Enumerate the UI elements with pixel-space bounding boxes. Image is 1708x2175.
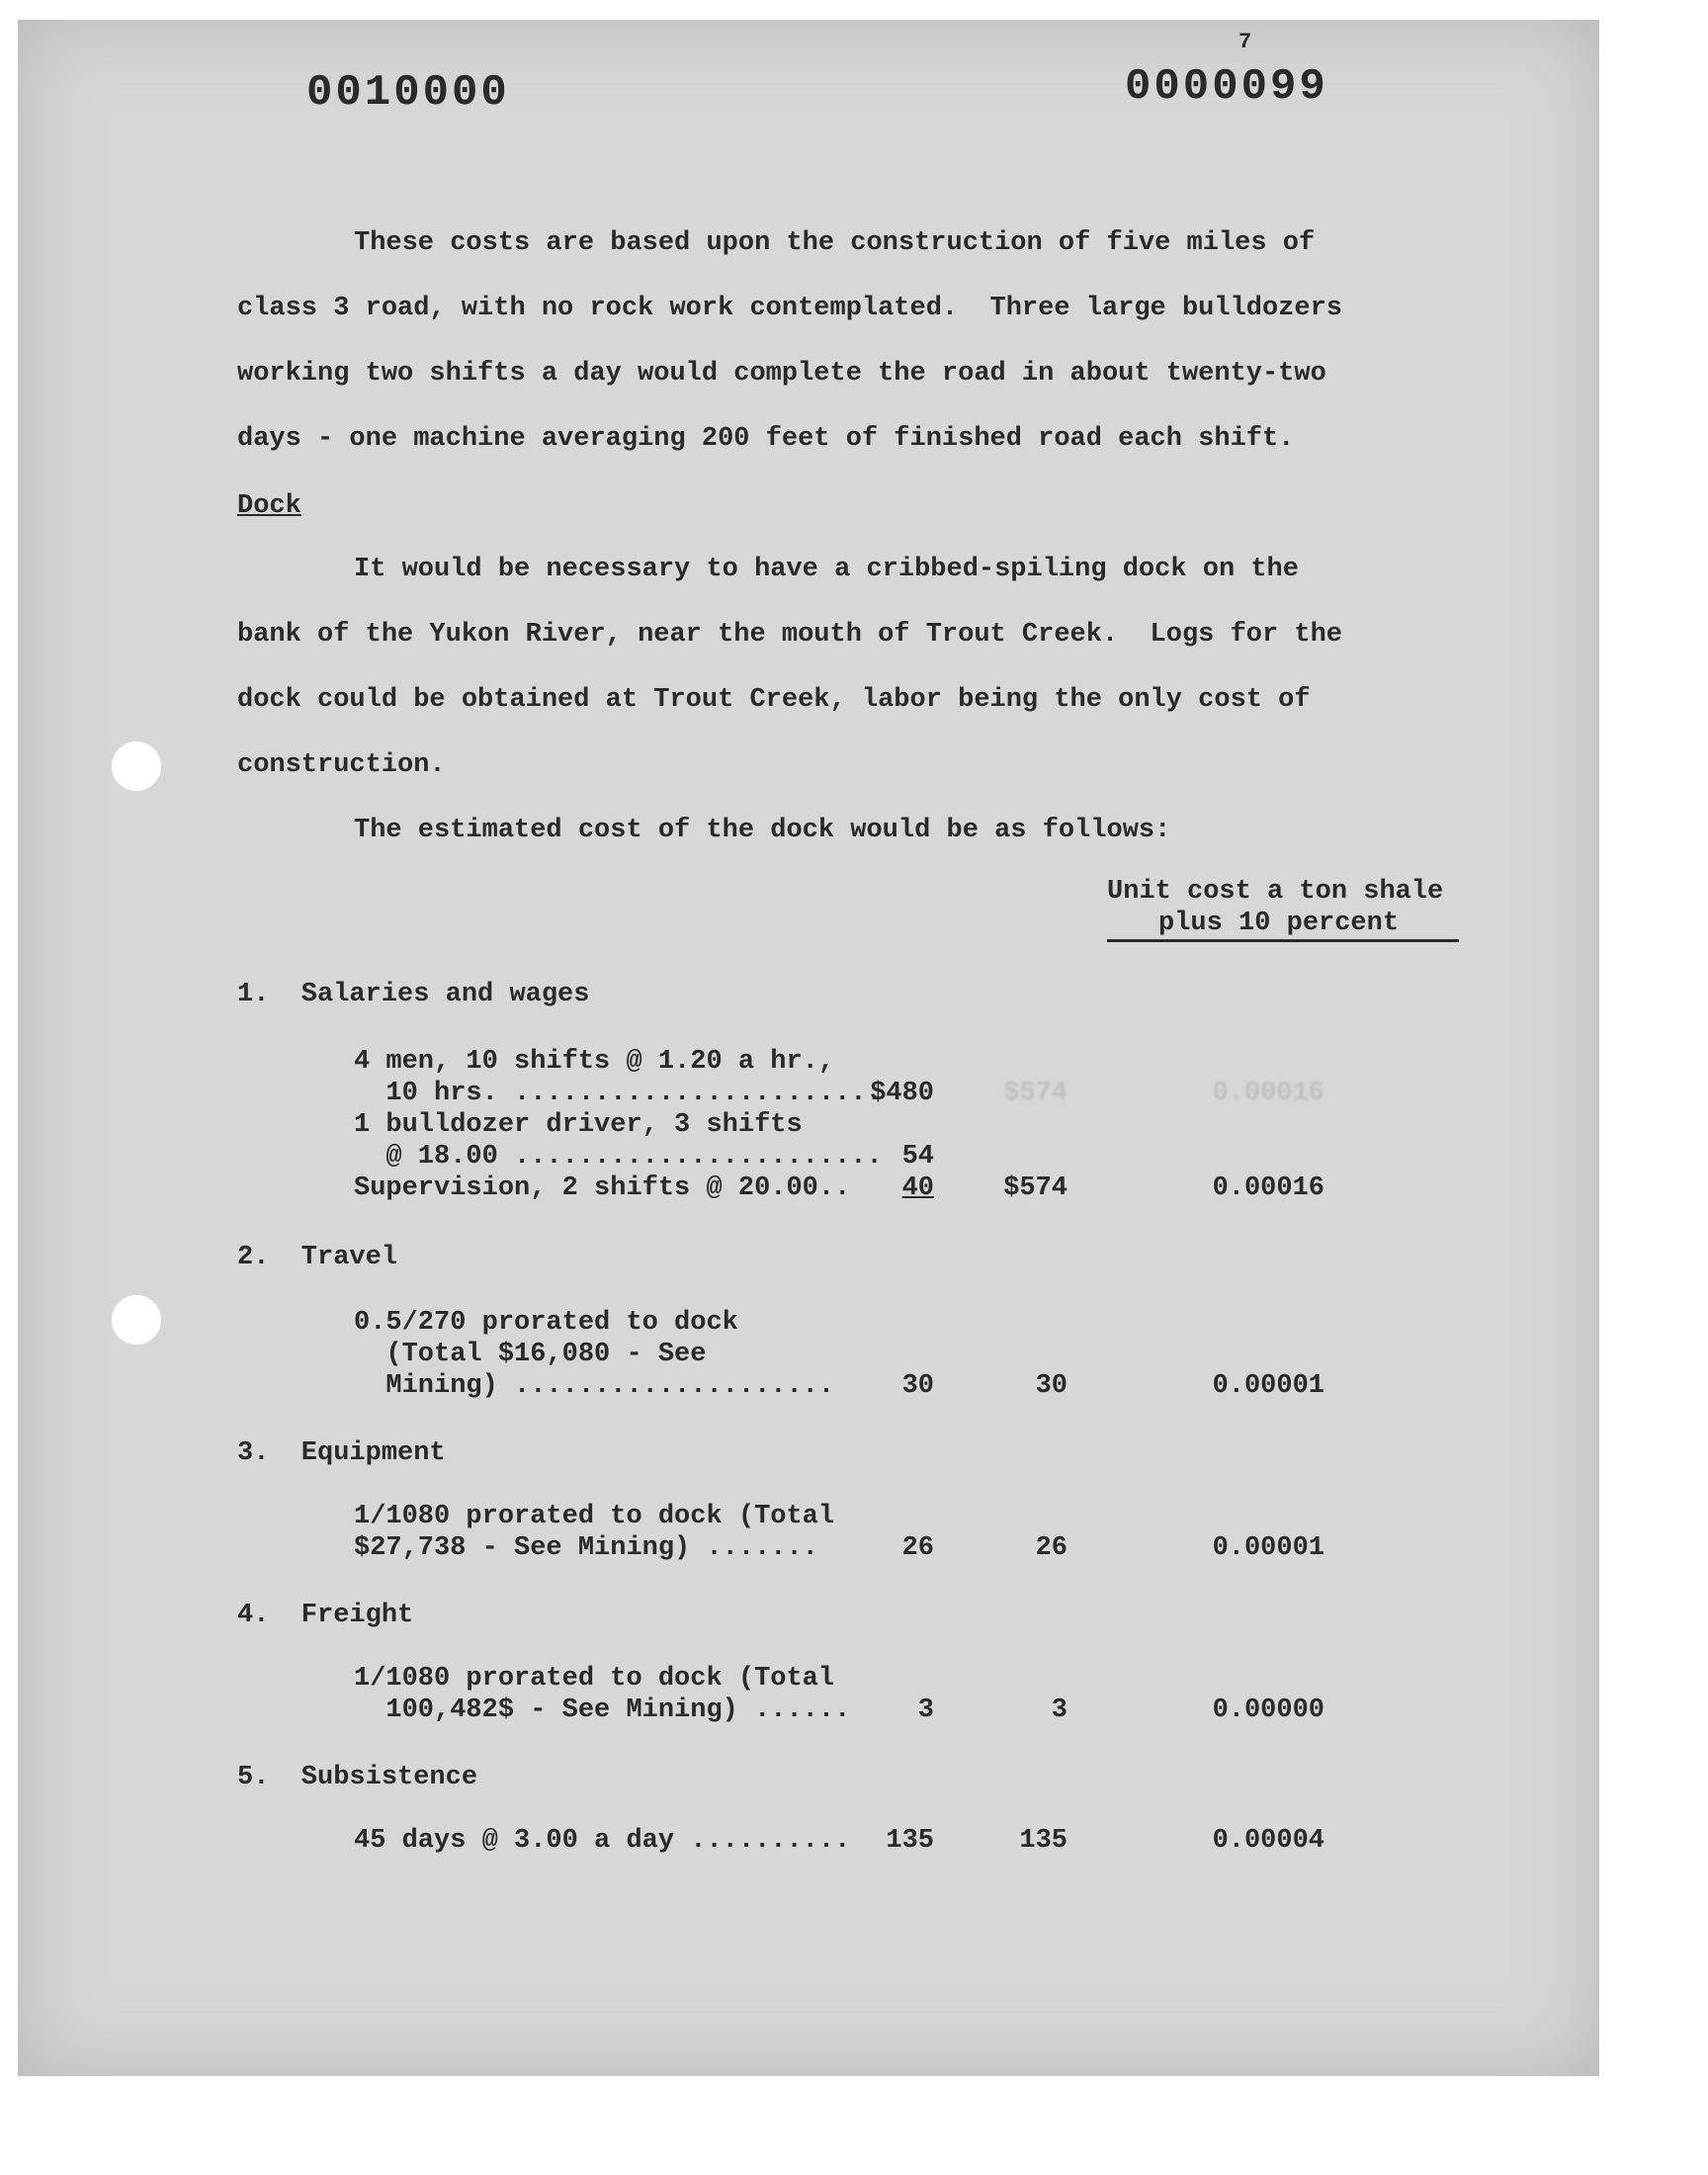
item-1-subtotal: $574 [1003,1174,1068,1203]
item-1-ghost-subtotal: $574 [1003,1079,1068,1108]
item-1-line-1: 4 men, 10 shifts @ 1.20 a hr., [354,1047,835,1077]
item-3-heading: 3. Equipment [237,1438,446,1468]
item-4-line-2: 100,482$ - See Mining) ...... [354,1696,851,1725]
item-5-line-1: 45 days @ 3.00 a day .......... [354,1826,851,1856]
item-4-line-1: 1/1080 prorated to dock (Total [354,1664,835,1694]
item-2-unit-cost: 0.00001 [1212,1371,1324,1401]
intro-line-3: working two shifts a day would complete the road in about twenty-two [237,359,1326,389]
item-3-amount: 26 [901,1533,934,1563]
item-4-amount: 3 [917,1696,934,1725]
item-1-unit-cost: 0.00016 [1212,1174,1324,1203]
item-5-heading: 5. Subsistence [237,1763,478,1792]
column-header-line-1: Unit cost a ton shale [1107,877,1444,907]
item-3-subtotal: 26 [1035,1533,1068,1563]
item-1-ghost-unit: 0.00016 [1212,1079,1324,1108]
item-2-subtotal: 30 [1035,1371,1068,1401]
dock-line-4: construction. [237,750,446,780]
intro-line-1: These costs are based upon the construction of five miles of [354,228,1316,258]
intro-line-4: days - one machine averaging 200 feet of finished road each shift. [237,424,1295,454]
item-2-line-1: 0.5/270 prorated to dock [354,1308,738,1338]
item-4-unit-cost: 0.00000 [1212,1696,1324,1725]
dock-heading: Dock [237,491,301,521]
item-2-line-2: (Total $16,080 - See [354,1340,707,1369]
punch-hole-bottom [112,1295,161,1345]
item-3-line-2: $27,738 - See Mining) ....... [354,1533,818,1563]
item-2-amount: 30 [901,1371,934,1401]
doc-number-superscript: 7 [1238,30,1252,54]
item-1-line-5: Supervision, 2 shifts @ 20.00.. [354,1174,851,1203]
column-header-line-2: plus 10 percent [1158,909,1400,938]
item-1-line-2-amount: $480 [870,1079,934,1108]
item-5-unit-cost: 0.00004 [1212,1826,1324,1856]
dock-line-2: bank of the Yukon River, near the mouth of Trout Creek. Logs for the [237,620,1342,650]
item-4-subtotal: 3 [1051,1696,1068,1725]
item-1-line-5-amount: 40 [901,1174,934,1203]
doc-number-right: 0000099 [1125,62,1328,112]
item-2-line-3: Mining) .................... [354,1371,835,1401]
dock-line-1: It would be necessary to have a cribbed-spiling dock on the [354,555,1299,584]
column-header-underline [1107,939,1459,942]
item-1-line-4-amount: 54 [901,1142,934,1172]
doc-number-left: 0010000 [306,68,510,118]
item-3-unit-cost: 0.00001 [1212,1533,1324,1563]
item-2-heading: 2. Travel [237,1243,398,1272]
punch-hole-top [112,741,161,791]
item-4-heading: 4. Freight [237,1601,414,1630]
item-1-line-3: 1 bulldozer driver, 3 shifts [354,1110,803,1140]
item-1-line-4: @ 18.00 ....................... [354,1142,883,1172]
item-5-subtotal: 135 [1019,1826,1068,1856]
intro-line-2: class 3 road, with no rock work contemplated. Three large bulldozers [237,294,1342,323]
item-3-line-1: 1/1080 prorated to dock (Total [354,1502,835,1531]
estimate-intro: The estimated cost of the dock would be as follows: [354,816,1171,845]
dock-line-3: dock could be obtained at Trout Creek, labor being the only cost of [237,685,1311,715]
item-5-amount: 135 [886,1826,934,1856]
item-1-line-2: 10 hrs. ....................... [354,1079,883,1108]
item-1-heading: 1. Salaries and wages [237,980,590,1009]
